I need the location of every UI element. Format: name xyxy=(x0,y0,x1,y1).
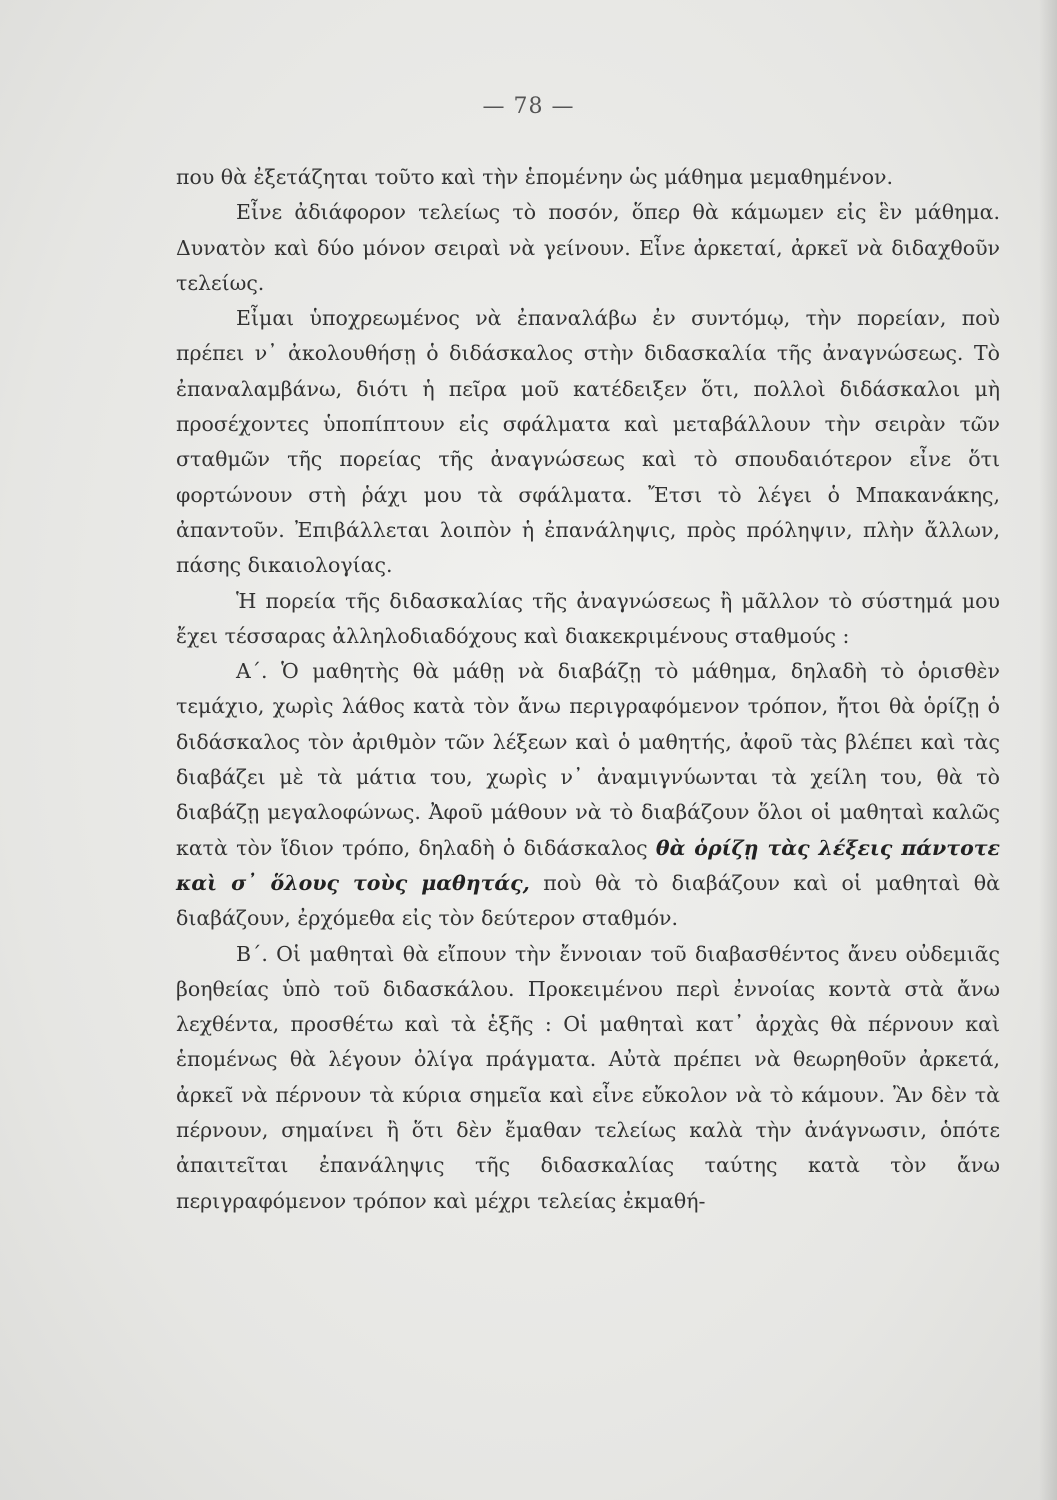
page-edge-shadow xyxy=(1039,0,1057,1500)
paragraph-6: Β΄. Οἱ μαθηταὶ θὰ εἴπουν τὴν ἔννοιαν τοῦ διαβασθέντος ἄνευ οὐδεμιᾶς βοηθείας ὑπὸ τοῦ διδασκάλου. Προκειμένου περὶ ἐννοίας κοντὰ στὰ ἄνω λεχθέντα, προσθέτω καὶ τὰ ἑξῆς : Οἱ μαθηταὶ κατ᾿ ἀρχὰς θὰ πέρνουν καὶ ἑπομένως θὰ λέγουν ὀλίγα πράγματα. Αὐτὰ πρέπει νὰ θεωρηθοῦν ἀρκετά, ἀρκεῖ νὰ πέρνουν τὰ κύρια σημεῖα καὶ εἶνε εὔκολον νὰ τὸ κάμουν. Ἂν δὲν τὰ πέρνουν, σημαίνει ἢ ὅτι δὲν ἔμαθαν τελείως καλὰ τὴν ἀνάγνωσιν, ὁπότε ἀπαιτεῖται ἐπανάληψις τῆς διδασκαλίας ταύτης κατὰ τὸν ἄνω περιγραφόμενον τρόπον καὶ μέχρι τελείας ἐκμαθή- xyxy=(176,941,1000,1213)
paragraph-2: Εἶνε ἀδιάφορον τελείως τὸ ποσόν, ὅπερ θὰ κάμωμεν εἰς ἓν μάθημα. Δυνατὸν καὶ δύο μόνον σειραὶ νὰ γείνουν. Εἶνε ἀρκεταί, ἀρκεῖ νὰ διδαχθοῦν τελείως. xyxy=(176,200,1000,295)
paragraph-5 xyxy=(176,654,1000,936)
paragraph-5-emphasis: θὰ ὁρίζῃ τὰς λέξεις πάντοτε καὶ σ᾿ ὅλους τοὺς μαθητάς, xyxy=(176,835,1000,895)
paragraph-5-text-end: ποὺ θὰ τὸ διαβάζουν καὶ οἱ μαθηταὶ θὰ διαβάζουν, ἐρχόμεθα εἰς τὸν δεύτερον σταθμόν. xyxy=(176,870,1000,931)
paragraph-5-text-start: Α΄. Ὁ μαθητὴς θὰ μάθῃ νὰ διαβάζῃ τὸ μάθημα, δηλαδὴ τὸ ὁρισθὲν τεμάχιο, χωρὶς λάθος κατὰ τὸν ἄνω περιγραφόμενον τρόπον, ἤτοι θὰ ὁρίζῃ ὁ διδάσκαλος τὸν ἀριθμὸν τῶν λέξεων καὶ ὁ μαθητής, ἀφοῦ τὰς βλέπει καὶ τὰς διαβάζει μὲ τὰ μάτια του, χωρὶς ν᾿ ἀναμιγνύωνται τὰ χείλη του, θὰ τὸ διαβάζῃ μεγαλοφώνως. Ἀφοῦ μάθουν νὰ τὸ διαβάζουν ὅλοι οἱ μαθηταὶ καλῶς κατὰ τὸν ἴδιον τρόπο, δηλαδὴ ὁ διδάσκαλος xyxy=(176,659,1000,860)
body-text xyxy=(176,160,1000,1219)
paragraph-3: Εἶμαι ὑποχρεωμένος νὰ ἐπαναλάβω ἐν συντόμῳ, τὴν πορείαν, ποὺ πρέπει ν᾿ ἀκολουθήσῃ ὁ διδάσκαλος στὴν διδασκαλία τῆς ἀναγνώσεως. Τὸ ἐπαναλαμβάνω, διότι ἡ πεῖρα μοῦ κατέδειξεν ὅτι, πολλοὶ διδάσκαλοι μὴ προσέχοντες ὑποπίπτουν εἰς σφάλματα καὶ μεταβάλλουν τὴν σειρὰν τῶν σταθμῶν τῆς πορείας τῆς ἀναγνώσεως καὶ τὸ σπουδαιότερον εἶνε ὅτι φορτώνουν στὴ ῥάχι μου τὰ σφάλματα. Ἔτσι τὸ λέγει ὁ Μπακανάκης, ἀπαντοῦν. Ἐπιβάλλεται λοιπὸν ἡ ἐπανάληψις, πρὸς πρόληψιν, πλὴν ἄλλων, πάσης δικαιολογίας. xyxy=(176,306,1000,578)
paragraph-4: Ἡ πορεία τῆς διδασκαλίας τῆς ἀναγνώσεως ἢ μᾶλλον τὸ σύστημά μου ἔχει τέσσαρας ἀλληλοδιαδόχους καὶ διακεκριμένους σταθμούς : xyxy=(176,588,1000,648)
paragraph-1: που θὰ ἐξετάζηται τοῦτο καὶ τὴν ἑπομένην ὡς μάθημα μεμαθημένον. xyxy=(176,165,894,189)
page-number: — 78 — xyxy=(482,94,575,119)
